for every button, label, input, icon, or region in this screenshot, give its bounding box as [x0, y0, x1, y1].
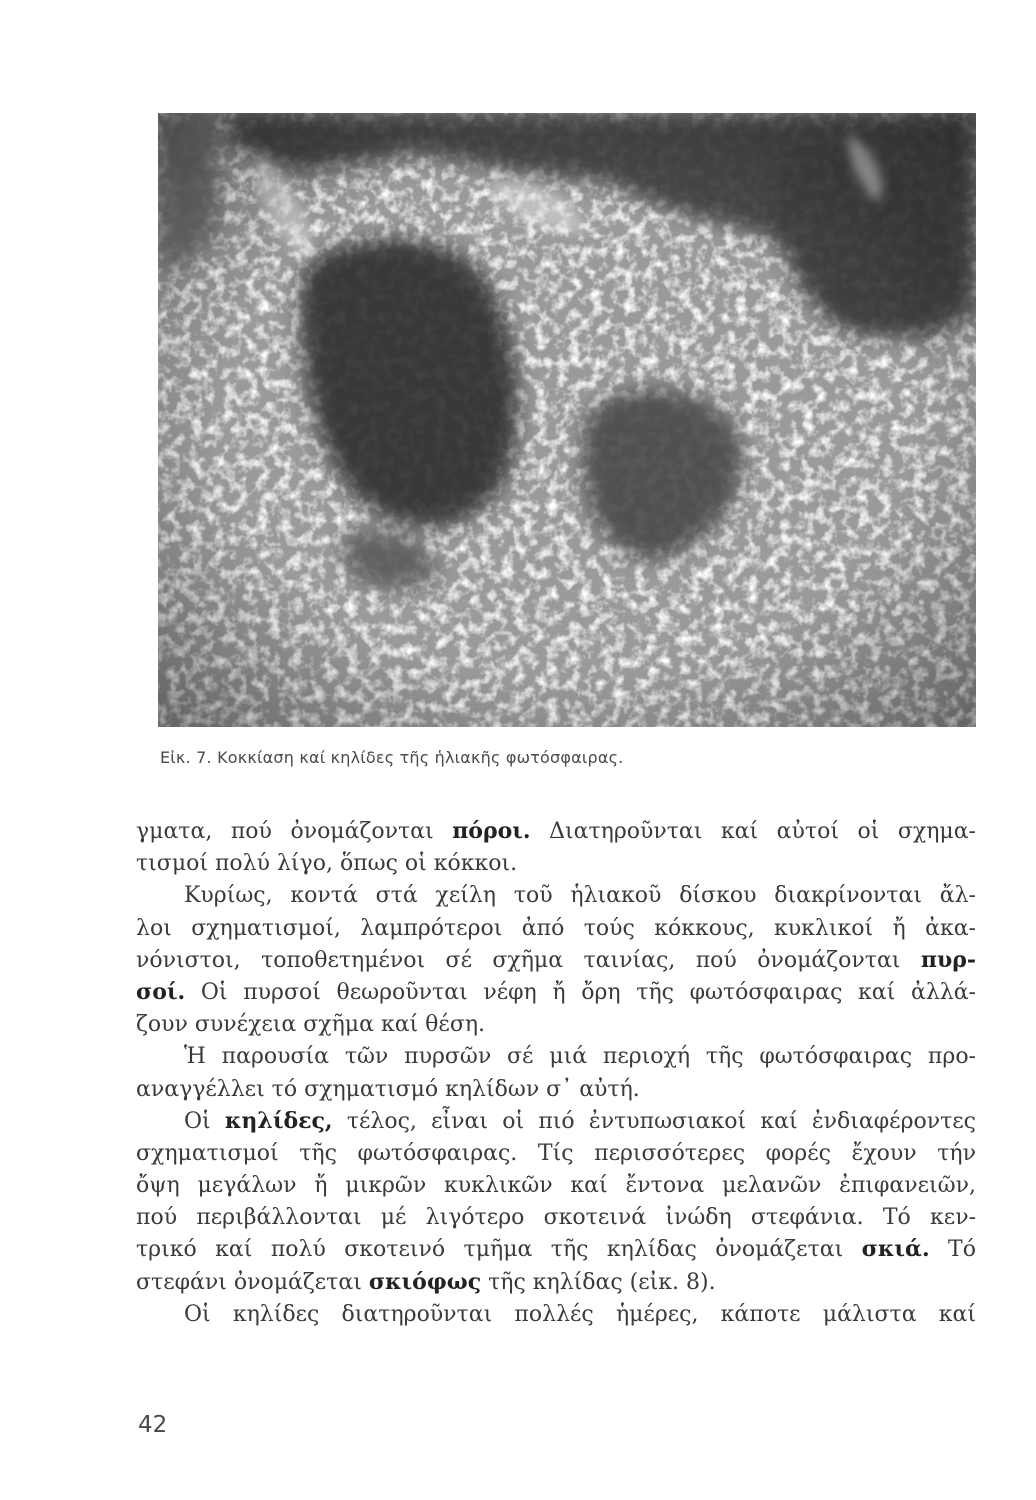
text-line: [136, 1201, 976, 1233]
text-run: Τό: [929, 1237, 976, 1263]
text-run: στεφάνι ὀνομάζεται: [136, 1269, 369, 1295]
text-run: ζουν συνέχεια σχῆμα καί θέση.: [136, 1012, 486, 1038]
text-line: [136, 1040, 976, 1072]
text-run: τέλος, εἶναι οἱ πιό ἐντυπωσιακοί καί ἐνδιαφέροντες: [332, 1108, 977, 1134]
text-run: Διατηροῦνται καί αὐτοί οἱ σχημα-: [530, 819, 976, 844]
text-line: [136, 912, 976, 944]
text-run: τῆς κηλίδας (εἰκ. 8).: [481, 1269, 716, 1295]
granulation-image: [158, 113, 976, 727]
text-line: [136, 1298, 976, 1330]
term-bold: κηλίδες,: [224, 1107, 333, 1134]
text-run: λοι σχηματισμοί, λαμπρότεροι ἀπό τούς κόκκους, κυκλικοί ἤ ἀκα-: [136, 915, 976, 941]
text-line: [136, 1008, 976, 1040]
text-line: [136, 1169, 976, 1201]
term-bold: πυρ-: [920, 946, 976, 973]
text-line: [136, 976, 976, 1008]
text-line: [136, 1137, 976, 1169]
text-line: [136, 847, 976, 879]
term-bold: σοί.: [136, 978, 186, 1005]
text-run: τρικό καί πολύ σκοτεινό τμῆμα τῆς κηλίδας ὀνομάζεται: [136, 1237, 862, 1263]
text-run: γματα, πού ὀνομάζονται: [136, 819, 453, 844]
text-line: [136, 879, 976, 911]
text-run: ὄψη μεγάλων ἤ μικρῶν κυκλικῶν καί ἔντονα μελανῶν ἐπιφανειῶν,: [136, 1173, 976, 1199]
sunspot-photograph: [158, 113, 976, 727]
text-line: [136, 944, 976, 976]
term-bold: σκιόφως: [368, 1268, 482, 1295]
text-line: [136, 1105, 976, 1137]
text-run: σχηματισμοί τῆς φωτόσφαιρας. Τίς περισσότερες φορές ἔχουν τήν: [136, 1140, 976, 1166]
text-run: πού περιβάλλονται μέ λιγότερο σκοτεινά ἰνώδη στεφάνια. Τό κεν-: [136, 1205, 976, 1231]
text-run: τισμοί πολύ λίγο, ὅπως οἱ κόκκοι.: [136, 851, 518, 877]
term-bold: πόροι.: [452, 818, 531, 844]
text-line: [136, 815, 976, 847]
term-bold: σκιά.: [861, 1236, 930, 1263]
text-run: Κυρίως, κοντά στά χείλη τοῦ ἡλιακοῦ δίσκου διακρίνονται ἄλ-: [184, 883, 976, 909]
text-run: Οἱ: [184, 1108, 225, 1134]
text-run: αναγγέλλει τό σχηματισμό κηλίδων σ᾽ αὐτή.: [136, 1076, 640, 1102]
text-line: [136, 1233, 976, 1265]
text-run: νόνιστοι, τοποθετημένοι σέ σχῆμα ταινίας, πού ὀνομάζονται: [136, 947, 921, 973]
text-line: [136, 1266, 976, 1298]
text-run: Οἱ κηλίδες διατηροῦνται πολλές ἡμέρες, κάποτε μάλιστα καί: [184, 1301, 976, 1327]
page-number: 42: [138, 1412, 168, 1438]
text-run: Ἡ παρουσία τῶν πυρσῶν σέ μιά περιοχή τῆς φωτόσφαιρας προ-: [184, 1044, 976, 1070]
body-text: [136, 815, 976, 1330]
text-line: [136, 1073, 976, 1105]
figure-caption: Εἰκ. 7. Κοκκίαση καί κηλίδες τῆς ἡλιακῆς φωτόσφαιρας.: [160, 748, 624, 767]
text-run: Οἱ πυρσοί θεωροῦνται νέφη ἤ ὄρη τῆς φωτόσφαιρας καί ἀλλά-: [185, 979, 976, 1005]
